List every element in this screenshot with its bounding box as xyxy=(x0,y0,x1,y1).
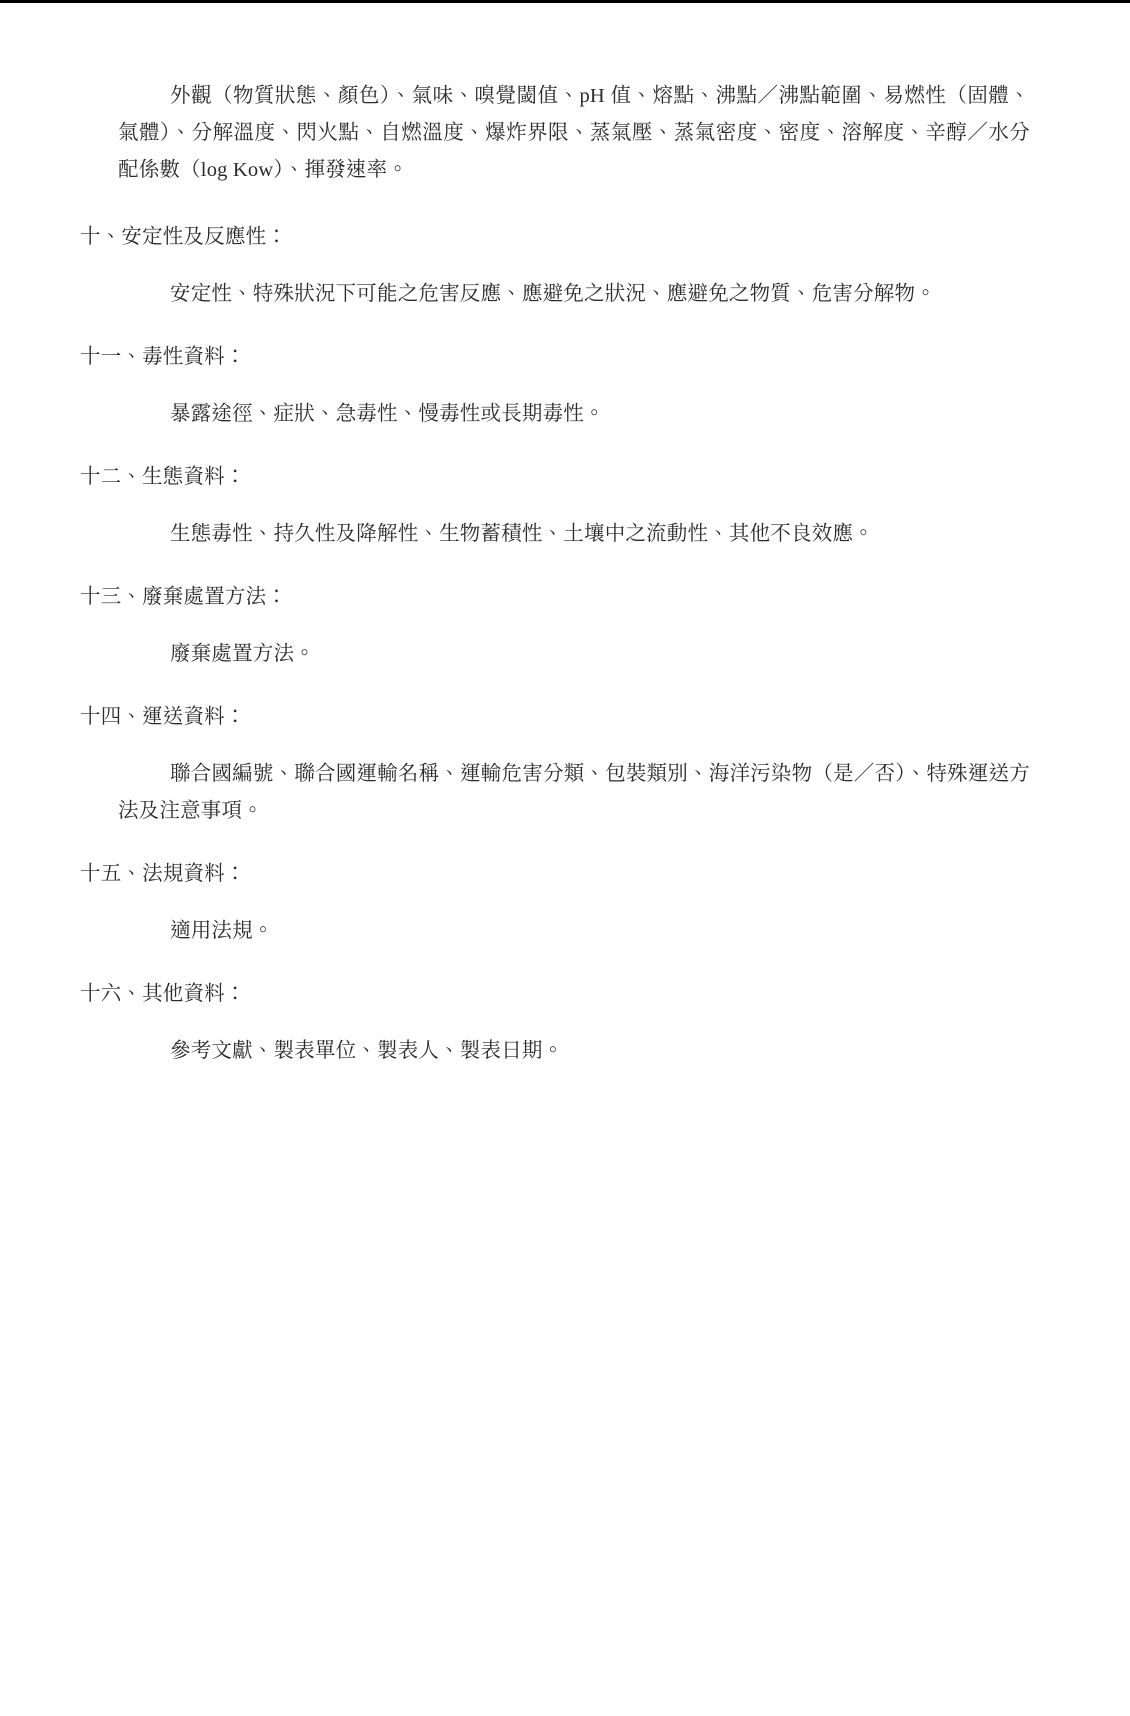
section-ecology xyxy=(80,459,1030,553)
section-body: 廢棄處置方法。 xyxy=(170,643,315,665)
section-heading: 十五、法規資料： xyxy=(80,863,246,885)
section-body: 生態毒性、持久性及降解性、生物蓄積性、土壤中之流動性、其他不良效應。 xyxy=(170,523,874,545)
intro-paragraph: 外觀（物質狀態、顏色）、氣味、嗅覺閾值、pH 值、熔點、沸點／沸點範圍、易燃性（固體、氣體）、分解溫度、閃火點、自燃溫度、爆炸界限、蒸氣壓、蒸氣密度、密度、溶解度、辛醇／水分配係數（log Kow）、揮發速率。 xyxy=(118,85,1030,181)
section-toxicology xyxy=(80,339,1030,433)
section-heading: 十三、廢棄處置方法： xyxy=(80,586,287,608)
section-body: 安定性、特殊狀況下可能之危害反應、應避免之狀況、應避免之物質、危害分解物。 xyxy=(170,283,936,305)
section-heading: 十二、生態資料： xyxy=(80,466,246,488)
section-regulations xyxy=(80,856,1030,950)
section-disposal xyxy=(80,579,1030,673)
section-stability xyxy=(80,219,1030,313)
section-body: 適用法規。 xyxy=(170,920,274,942)
section-transport xyxy=(80,699,1030,830)
page-bottom-whitespace xyxy=(80,1096,1030,1656)
section-other xyxy=(80,976,1030,1070)
page-top-rule xyxy=(0,0,1130,3)
section-body: 參考文獻、製表單位、製表人、製表日期。 xyxy=(170,1040,564,1062)
section-heading: 十六、其他資料： xyxy=(80,983,246,1005)
section-body: 聯合國編號、聯合國運輸名稱、運輸危害分類、包裝類別、海洋污染物（是／否）、特殊運送方法及注意事項。 xyxy=(118,763,1030,822)
section-body: 暴露途徑、症狀、急毒性、慢毒性或長期毒性。 xyxy=(170,403,605,425)
section-heading: 十、安定性及反應性： xyxy=(80,226,287,248)
section-heading: 十一、毒性資料： xyxy=(80,346,246,368)
section-heading: 十四、運送資料： xyxy=(80,706,246,728)
